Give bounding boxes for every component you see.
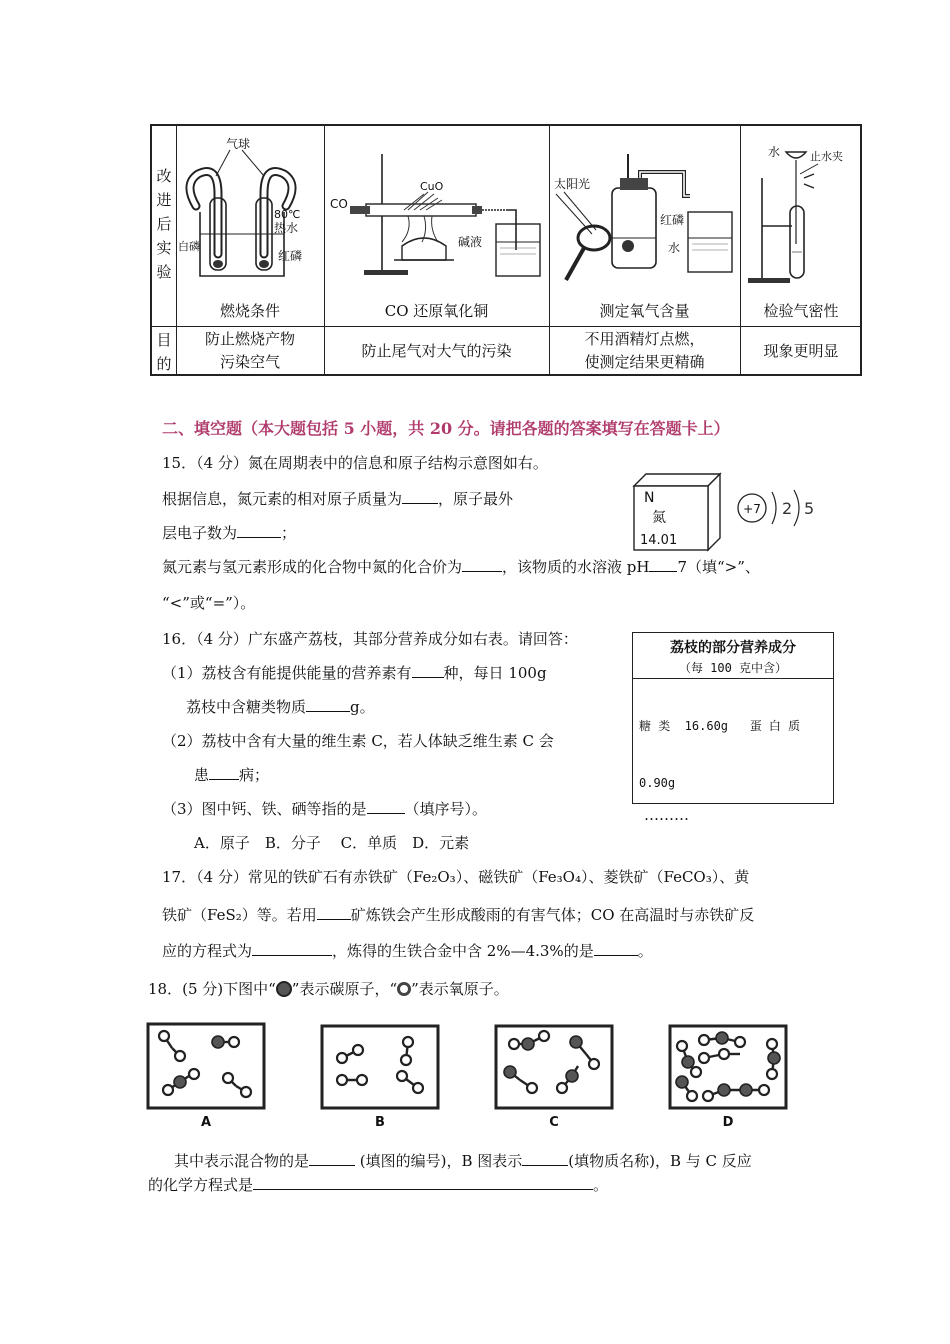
answer-blank[interactable] xyxy=(594,941,638,956)
q15-line2 xyxy=(162,488,513,509)
text: 的化学方程式是 xyxy=(148,1176,254,1194)
label-temp: 80℃ xyxy=(274,208,301,221)
caption-oxygen-content: 测定氧气含量 xyxy=(599,302,690,320)
purpose-co-reduction xyxy=(324,340,549,363)
co-reduction-apparatus-diagram xyxy=(328,134,546,294)
q16-part2: （2）荔枝中含有大量的维生素 C，若人体缺乏维生素 C 会 xyxy=(162,732,554,750)
label-alkali: 碱液 xyxy=(458,235,483,249)
row-header-char: 的 xyxy=(156,355,172,373)
q15-line5: “<”或“=”）。 xyxy=(162,594,256,612)
q18-line1 xyxy=(148,978,509,999)
text: （3）图中钙、铁、硒等指的是 xyxy=(162,800,367,818)
combustion-apparatus-diagram xyxy=(178,134,322,294)
label-red-p: 红磷 xyxy=(660,213,685,227)
purpose-line: 防止燃烧产物 xyxy=(204,330,295,348)
molecule-diagram-b xyxy=(320,1024,442,1132)
purpose-line: 防止尾气对大气的污染 xyxy=(361,342,512,360)
answer-blank[interactable] xyxy=(402,489,438,504)
text: (填图的编号)，B 图表示 xyxy=(355,1152,523,1170)
nitrogen-atom-structure xyxy=(734,486,820,530)
purpose-airtightness xyxy=(740,340,862,363)
answer-blank[interactable] xyxy=(522,1151,568,1166)
answer-blank[interactable] xyxy=(367,799,405,814)
element-name: 氮 xyxy=(652,510,666,526)
airtightness-apparatus-diagram xyxy=(742,134,860,294)
caption-airtightness: 检验气密性 xyxy=(763,302,839,320)
text: 。 xyxy=(637,942,653,960)
text: 荔枝中含糖类物质 xyxy=(186,698,307,716)
nutrition-row: 糖 类 16.60g 蛋 白 质 xyxy=(639,719,801,733)
q17-line3 xyxy=(162,940,653,961)
row-header-char: 后 xyxy=(156,215,172,233)
experiment-table xyxy=(150,124,862,376)
q17-line1: 17．（4 分）常见的铁矿石有赤铁矿（Fe₂O₃）、磁铁矿（Fe₃O₄）、菱铁矿（FeCO₃）、黄 xyxy=(162,868,750,886)
text: 矿炼铁会产生形成酸雨的有害气体；CO 在高温时与赤铁矿反 xyxy=(350,906,755,924)
row-header-char: 进 xyxy=(156,191,172,209)
text: ，原子最外 xyxy=(438,490,514,508)
text: 根据信息，氮元素的相对原子质量为 xyxy=(162,490,403,508)
text: 7（填“>”、 xyxy=(677,558,760,576)
text: 种，每日 100g xyxy=(443,664,547,682)
text: 患 xyxy=(194,766,210,784)
text: ，炼得的生铁合金中含 2%—4.3%的是 xyxy=(332,942,594,960)
purpose-line: 不用酒精灯点燃， xyxy=(584,330,705,348)
label-red-p: 红磷 xyxy=(278,249,303,263)
row-header-char: 目 xyxy=(156,331,172,349)
purpose-line: 污染空气 xyxy=(219,353,280,371)
label-clamp: 止水夹 xyxy=(810,150,843,163)
nutrition-subtitle: （每 100 克中含） xyxy=(633,659,833,679)
label-white-p: 白磷 xyxy=(178,240,200,253)
label-sunlight: 太阳光 xyxy=(554,177,591,191)
text: 应的方程式为 xyxy=(162,942,253,960)
text: 氮元素与氢元素形成的化合物中氮的化合价为 xyxy=(162,558,463,576)
label-water: 水 xyxy=(768,145,781,159)
element-card xyxy=(632,472,724,552)
text: (填物质名称)，B 与 C 反应 xyxy=(568,1152,752,1170)
q16-part1 xyxy=(162,662,547,683)
molecule-diagram-d xyxy=(668,1024,790,1132)
q15-line3 xyxy=(162,522,296,543)
divider xyxy=(740,126,741,374)
answer-blank[interactable] xyxy=(209,765,239,780)
text: 病； xyxy=(239,766,270,784)
answer-blank[interactable] xyxy=(462,557,502,572)
purpose-oxygen-content xyxy=(549,328,740,374)
section-heading: 二、填空题（本大题包括 5 小题，共 20 分。请把各题的答案填写在答题卡上） xyxy=(162,419,730,438)
text: 。 xyxy=(593,1176,609,1194)
q17-line2 xyxy=(162,904,754,925)
row-header-char: 改 xyxy=(156,167,172,185)
q16-part3 xyxy=(162,798,487,819)
text: ”表示碳原子，“ xyxy=(291,980,398,998)
divider xyxy=(324,126,325,374)
text: ，该物质的水溶液 pH xyxy=(502,558,650,576)
q18-answer-line2 xyxy=(148,1174,608,1195)
label-cuo: CuO xyxy=(420,180,444,193)
answer-blank[interactable] xyxy=(649,557,677,572)
q18-answer-line1 xyxy=(174,1150,752,1171)
oxygen-atom-icon xyxy=(397,982,411,996)
nutrition-table xyxy=(632,632,834,804)
text: ”表示氧原子。 xyxy=(411,980,509,998)
q16-options: A．原子 B．分子 C．单质 D．元素 xyxy=(194,834,470,852)
nutrition-ellipsis: ……… xyxy=(644,806,689,824)
answer-blank[interactable] xyxy=(306,697,350,712)
purpose-combustion xyxy=(176,328,324,374)
diagram-label-b: B xyxy=(375,1115,385,1130)
text: 18．(5 分)下图中“ xyxy=(148,980,276,998)
caption-co-reduction: CO 还原氧化铜 xyxy=(384,302,489,320)
answer-blank[interactable] xyxy=(412,663,444,678)
q16-part2-cont xyxy=(194,764,269,785)
diagram-label-d: D xyxy=(722,1115,734,1130)
q16-part1-cont xyxy=(186,696,375,717)
row-header-char: 验 xyxy=(156,263,172,281)
label-water: 水 xyxy=(668,241,681,255)
nucleus-charge: +7 xyxy=(743,502,761,516)
text: 其中表示混合物的是 xyxy=(174,1152,310,1170)
text: 铁矿（FeS₂）等。若用 xyxy=(162,906,317,924)
purpose-line: 现象更明显 xyxy=(763,342,839,360)
answer-blank[interactable] xyxy=(309,1151,355,1166)
oxygen-content-apparatus-diagram xyxy=(552,134,738,294)
nutrition-rows xyxy=(633,679,833,804)
diagram-label-c: C xyxy=(549,1115,559,1130)
label-hot-water: 热水 xyxy=(274,221,299,235)
label-balloon: 气球 xyxy=(226,137,251,151)
row-header-char: 实 xyxy=(156,239,172,257)
answer-blank[interactable] xyxy=(317,905,351,920)
shell-2-electrons: 5 xyxy=(804,499,815,518)
caption-combustion: 燃烧条件 xyxy=(219,302,280,320)
text: 层电子数为 xyxy=(162,524,238,542)
label-co: CO xyxy=(330,197,348,211)
nutrition-row: 0.90g xyxy=(639,776,676,790)
molecule-diagram-a xyxy=(146,1022,268,1132)
answer-blank[interactable] xyxy=(253,1175,593,1190)
divider xyxy=(152,326,860,327)
atomic-mass: 14.01 xyxy=(640,533,678,548)
answer-blank[interactable] xyxy=(252,941,332,956)
purpose-line: 使测定结果更精确 xyxy=(584,353,705,371)
text: ； xyxy=(281,524,297,542)
q16-line1: 16．（4 分）广东盛产荔枝，其部分营养成分如右表。请回答： xyxy=(162,630,578,648)
diagram-label-a: A xyxy=(200,1115,212,1130)
text: g。 xyxy=(350,698,375,716)
q15-line1: 15．（4 分）氮在周期表中的信息和原子结构示意图如右。 xyxy=(162,454,548,472)
carbon-atom-icon xyxy=(276,981,292,997)
element-symbol: N xyxy=(644,490,655,506)
q15-line4 xyxy=(162,556,760,577)
answer-blank[interactable] xyxy=(237,523,281,538)
shell-1-electrons: 2 xyxy=(782,499,793,518)
molecule-diagram-c xyxy=(494,1024,616,1132)
text: （填序号）。 xyxy=(404,800,488,818)
text: （1）荔枝含有能提供能量的营养素有 xyxy=(162,664,412,682)
nutrition-title: 荔枝的部分营养成分 xyxy=(670,640,796,656)
